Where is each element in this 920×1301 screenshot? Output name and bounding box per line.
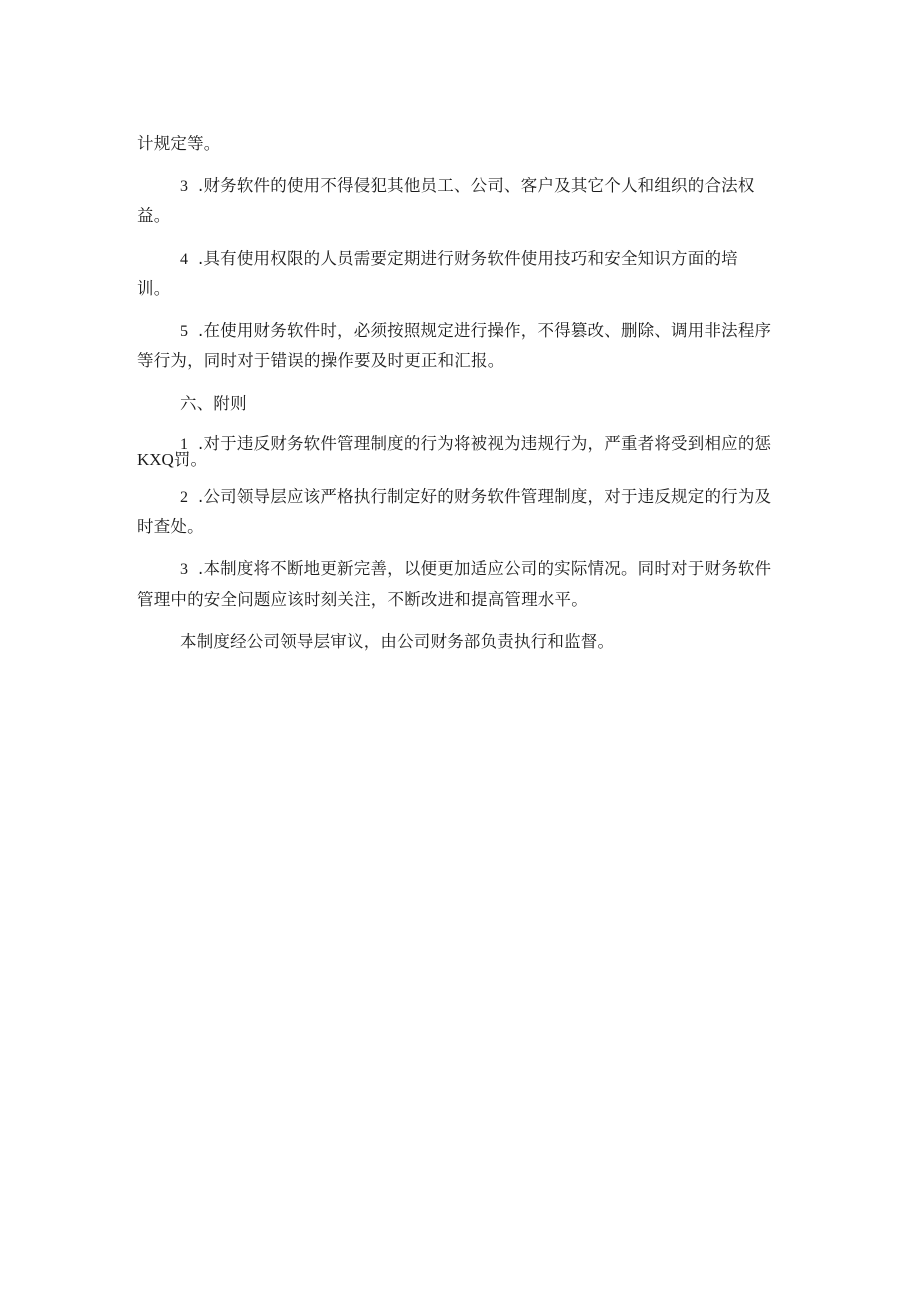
list-item-4-line1 <box>180 248 738 271</box>
list-text: .公司领导层应该严格执行制定好的财务软件管理制度，对于违反规定的行为及 <box>198 487 772 506</box>
paragraph-text: 计规定等。 <box>137 134 221 153</box>
list-text-continued: 罚。 <box>173 450 208 469</box>
list-text: .在使用财务软件时，必须按照规定进行操作，不得篡改、删除、调用非法程序 <box>198 321 772 340</box>
list-text-continued: 时查处。 <box>137 517 204 536</box>
closing-text: 本制度经公司领导层审议，由公司财务部负责执行和监督。 <box>180 632 615 651</box>
appendix-item-3-line1 <box>180 558 771 581</box>
list-item-5-line2 <box>137 350 504 372</box>
list-item-5-line1 <box>180 320 771 343</box>
section-heading-text: 六、附则 <box>180 394 247 413</box>
appendix-item-1-line1 <box>180 433 771 456</box>
list-number: 5 <box>180 323 188 340</box>
list-text-continued: 益。 <box>137 206 171 225</box>
section-heading <box>180 393 247 415</box>
list-item-3-line2 <box>137 205 170 227</box>
list-text-continued: 等行为，同时对于错误的操作要及时更正和汇报。 <box>137 351 505 370</box>
list-text: .具有使用权限的人员需要定期进行财务软件使用技巧和安全知识方面的培 <box>198 249 738 268</box>
list-item-3-line1 <box>180 175 755 198</box>
list-text-continued: 训。 <box>137 279 171 298</box>
list-item-4-line2 <box>137 278 170 300</box>
list-number: 3 <box>180 561 188 578</box>
list-text: .财务软件的使用不得侵犯其他员工、公司、客户及其它个人和组织的合法权 <box>198 176 755 195</box>
list-number: 1 <box>180 436 188 453</box>
stray-mark-text: KXQ <box>137 450 174 469</box>
appendix-item-3-line2 <box>137 589 588 611</box>
list-text-continued: 管理中的安全问题应该时刻关注，不断改进和提高管理水平。 <box>137 590 588 609</box>
list-number: 3 <box>180 178 188 195</box>
appendix-item-1-line2 <box>137 449 207 471</box>
appendix-item-2-line1 <box>180 486 771 509</box>
list-text: .对于违反财务软件管理制度的行为将被视为违规行为，严重者将受到相应的惩 <box>198 434 772 453</box>
list-text: .本制度将不断地更新完善，以便更加适应公司的实际情况。同时对于财务软件 <box>198 559 772 578</box>
paragraph-line <box>137 133 221 155</box>
closing-statement <box>180 631 614 653</box>
appendix-item-2-line2 <box>137 516 204 538</box>
list-number: 2 <box>180 489 188 506</box>
list-number: 4 <box>180 251 188 268</box>
